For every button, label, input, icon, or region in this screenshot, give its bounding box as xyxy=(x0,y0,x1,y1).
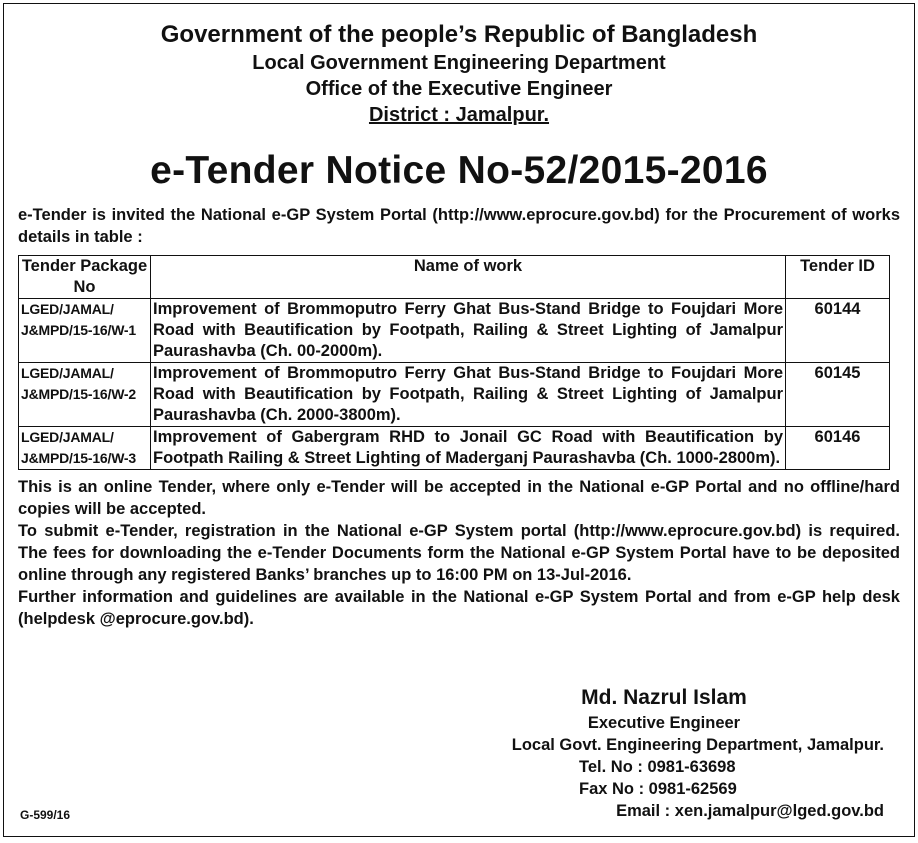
package-line: J&MPD/15-16/W-1 xyxy=(21,322,136,338)
col-header-work: Name of work xyxy=(151,256,786,299)
signatory-department: Local Govt. Engineering Department, Jamalpur. xyxy=(511,736,884,754)
tender-id: 60144 xyxy=(786,299,890,363)
header-government: Government of the people’s Republic of Bangladesh xyxy=(160,21,758,48)
header xyxy=(18,20,900,128)
package-line: LGED/JAMAL/ xyxy=(21,301,114,317)
submission-paragraph: To submit e-Tender, registration in the National e-GP System portal (http://www.eprocure.gov.bd) is required. The fees for downloading the e-Tender Documents form the National e-GP System Portal have to be deposited online through any registered Banks’ branches up to 16:00 PM on 13-Jul-2016. xyxy=(18,522,900,584)
work-name: Improvement of Gabergram RHD to Jonail GC Road with Beautification by Footpath Railing & Street Lighting of Maderganj Paurashavba (Ch. 1000-2800m). xyxy=(151,427,786,470)
package-no xyxy=(19,363,151,427)
header-district: District : Jamalpur. xyxy=(368,104,550,126)
table-row xyxy=(19,363,890,427)
tender-table xyxy=(18,255,890,470)
signature-block xyxy=(444,684,884,822)
footer-code: G-599/16 xyxy=(20,808,71,822)
signatory-name: Md. Nazrul Islam xyxy=(581,686,747,709)
table-header-row xyxy=(19,256,890,299)
intro-text: e-Tender is invited the National e-GP System Portal (http://www.eprocure.gov.bd) for the Procurement of works details in table : xyxy=(18,206,900,246)
header-department: Local Government Engineering Department xyxy=(252,52,666,74)
package-line: J&MPD/15-16/W-2 xyxy=(21,386,136,402)
further-info-paragraph: Further information and guidelines are available in the National e-GP System Portal and from e-GP help desk (helpdesk @eprocure.gov.bd). xyxy=(18,588,900,628)
work-name: Improvement of Brommoputro Ferry Ghat Bus-Stand Bridge to Foujdari More Road with Beautification by Footpath, Railing & Street Lighting of Jamalpur Paurashavba (Ch. 00-2000m). xyxy=(151,299,786,363)
fax-number: Fax No : 0981-62569 xyxy=(579,780,737,798)
header-office: Office of the Executive Engineer xyxy=(305,78,613,100)
table-row xyxy=(19,427,890,470)
signatory-title: Executive Engineer xyxy=(587,714,741,732)
package-line: J&MPD/15-16/W-3 xyxy=(21,450,136,466)
notice-title: e-Tender Notice No-52/2015-2016 xyxy=(150,149,768,192)
online-tender-paragraph: This is an online Tender, where only e-Tender will be accepted in the National e-GP Portal and no offline/hard copies will be accepted. xyxy=(18,478,900,518)
tender-id: 60145 xyxy=(786,363,890,427)
col-header-package: Tender Package No xyxy=(19,256,151,299)
tender-id: 60146 xyxy=(786,427,890,470)
package-line: LGED/JAMAL/ xyxy=(21,429,114,445)
package-no xyxy=(19,427,151,470)
email-address: Email : xen.jamalpur@lged.gov.bd xyxy=(616,802,884,820)
table-row xyxy=(19,299,890,363)
tel-number: Tel. No : 0981-63698 xyxy=(579,758,736,776)
work-name: Improvement of Brommoputro Ferry Ghat Bus-Stand Bridge to Foujdari More Road with Beautification by Footpath, Railing & Street Lighting of Jamalpur Paurashavba (Ch. 2000-3800m). xyxy=(151,363,786,427)
col-header-tender-id: Tender ID xyxy=(786,256,890,299)
package-no xyxy=(19,299,151,363)
tender-notice xyxy=(3,3,915,837)
package-line: LGED/JAMAL/ xyxy=(21,365,114,381)
